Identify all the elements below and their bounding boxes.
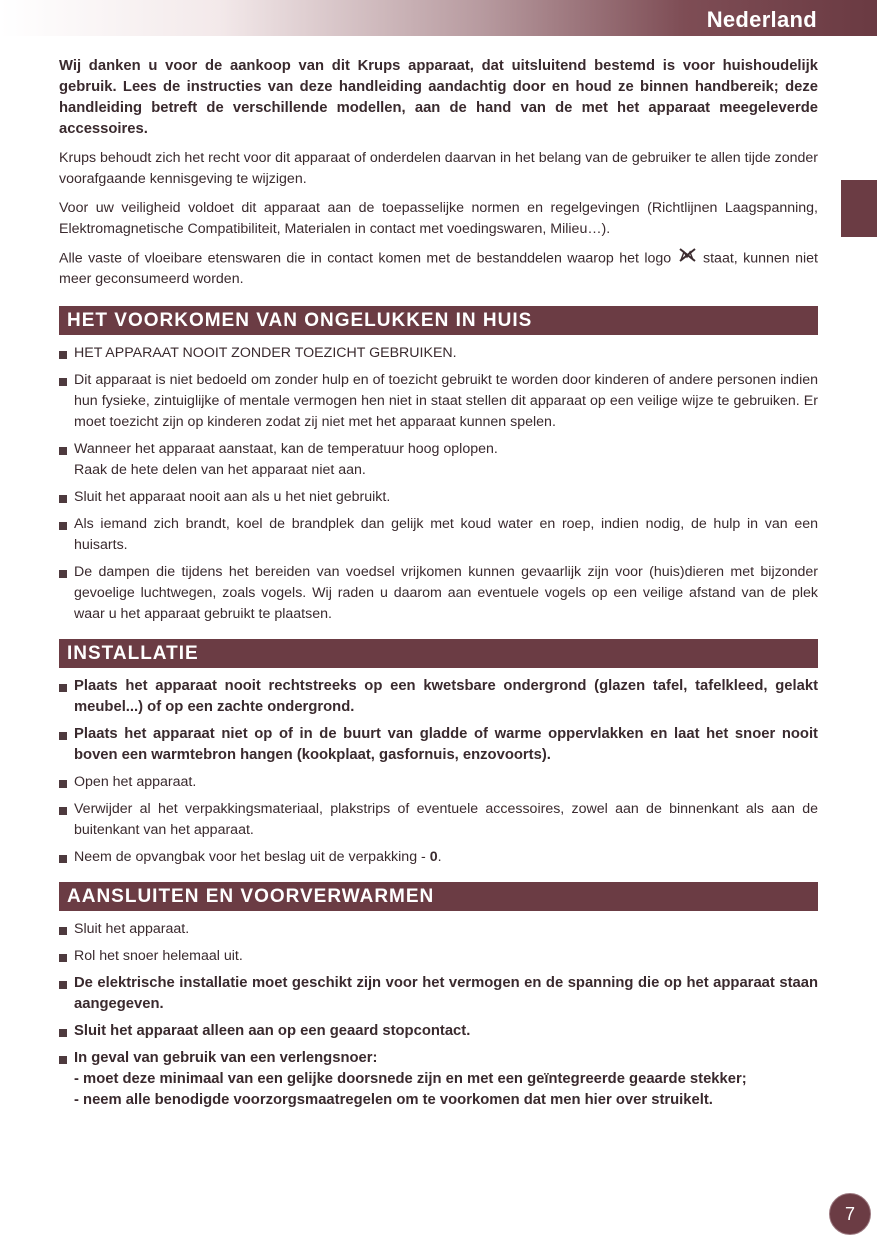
intro-bold: Wij danken u voor de aankoop van dit Krups apparaat, dat uitsluitend bestemd is voor huishoudelijk gebruik. Lees de instructies van deze handleiding aandachtig door en houd ze binnen handbereik; deze handleiding betreft de verschillende modellen, aan de hand van de met het apparaat meegeleverde accessoires. [59, 58, 818, 137]
list-item: Als iemand zich brandt, koel de brandplek dan gelijk met koud water en roep, indien nodig, de hulp in van een huisarts. [59, 514, 818, 556]
para-3-after: staat, kunnen niet meer geconsumeerd worden. [59, 250, 818, 288]
list-item-line: Raak de hete delen van het apparaat niet aan. [74, 462, 366, 479]
list-item-text: Neem de opvangbak voor het beslag uit de verpakking - [74, 849, 426, 866]
section-title-installation: INSTALLATIE [59, 639, 818, 668]
list-item: De elektrische installatie moet geschikt zijn voor het vermogen en de spanning die op het apparaat staan aangegeven. [59, 973, 818, 1015]
list-item-line: Wanneer het apparaat aanstaat, kan de temperatuur hoog oplopen. [74, 441, 498, 458]
list-item-text: In geval van gebruik van een verlengsnoer: [74, 1050, 378, 1067]
list-item: Sluit het apparaat alleen aan op een geaard stopcontact. [59, 1021, 818, 1042]
section-title-accidents: HET VOORKOMEN VAN ONGELUKKEN IN HUIS [59, 306, 818, 335]
list-item: Verwijder al het verpakkingsmateriaal, plakstrips of eventuele accessoires, zowel aan de binnenkant als aan de buitenkant van het apparaat. [59, 799, 818, 841]
food-contact-cross-icon [679, 248, 696, 269]
page-number-badge: 7 [829, 1193, 871, 1235]
list-item: Rol het snoer helemaal uit. [59, 946, 818, 967]
side-tab-marker [841, 180, 877, 237]
list-item: HET APPARAAT NOOIT ZONDER TOEZICHT GEBRUIKEN. [59, 343, 818, 364]
intro-paragraph-2: Voor uw veiligheid voldoet dit apparaat aan de toepasselijke normen en regelgevingen (Richtlijnen Laagspanning, Elektromagnetische Compatibiliteit, Materialen in contact met voedingswaren, Milieu…). [59, 200, 818, 237]
language-title: Nederland [706, 7, 817, 32]
list-item: Plaats het apparaat nooit rechtstreeks op een kwetsbare ondergrond (glazen tafel, tafelkleed, gelakt meubel...) of op een zachte ondergrond. [59, 676, 818, 718]
list-item [59, 1048, 818, 1111]
header-bar [0, 0, 877, 36]
page-content [59, 56, 818, 1117]
para-3-before: Alle vaste of vloeibare etenswaren die in contact komen met de bestanddelen waarop het logo [59, 250, 672, 267]
list-item: Sluit het apparaat. [59, 919, 818, 940]
connecting-list [59, 919, 818, 1111]
reference-number: 0 [429, 849, 438, 866]
list-item: Dit apparaat is niet bedoeld om zonder hulp en of toezicht gebruikt te worden door kinderen of andere personen indien hun fysieke, zintuiglijke of mentale vermogen hen niet in staat stellen dit apparaat op een veilige wijze te gebruiken. Er moet toezicht zijn op kinderen zodat zij niet met het apparaat kunnen spelen. [59, 370, 818, 433]
list-item: Plaats het apparaat niet op of in de buurt van gladde of warme oppervlakken en laat het snoer nooit boven een warmtebron hangen (kookplaat, gasfornuis, enzovoorts). [59, 724, 818, 766]
intro-paragraph-1: Krups behoudt zich het recht voor dit apparaat of onderdelen daarvan in het belang van de gebruiker te allen tijde zonder voorafgaande kennisgeving te wijzigen. [59, 150, 818, 187]
sub-item: - moet deze minimaal van een gelijke doorsnede zijn en met een geïntegreerde geaarde stekker; [74, 1071, 747, 1088]
list-item: Neem de opvangbak voor het beslag uit de verpakking - 0. [59, 847, 818, 868]
intro-paragraph-3 [59, 248, 818, 290]
list-item: Sluit het apparaat nooit aan als u het niet gebruikt. [59, 487, 818, 508]
list-item: De dampen die tijdens het bereiden van voedsel vrijkomen kunnen gevaarlijk zijn voor (huis)dieren met bijzonder gevoelige luchtwegen, zoals vogels. Wij raden u daarom aan eventuele vogels op een veilige afstand van de plek waar u het apparaat gebruikt te plaatsen. [59, 562, 818, 625]
list-item [59, 439, 818, 481]
accidents-list [59, 343, 818, 625]
installation-list [59, 676, 818, 868]
list-item: Open het apparaat. [59, 772, 818, 793]
sub-item: - neem alle benodigde voorzorgsmaatregelen om te voorkomen dat men hier over struikelt. [74, 1092, 713, 1109]
section-title-connecting: AANSLUITEN EN VOORVERWARMEN [59, 882, 818, 911]
